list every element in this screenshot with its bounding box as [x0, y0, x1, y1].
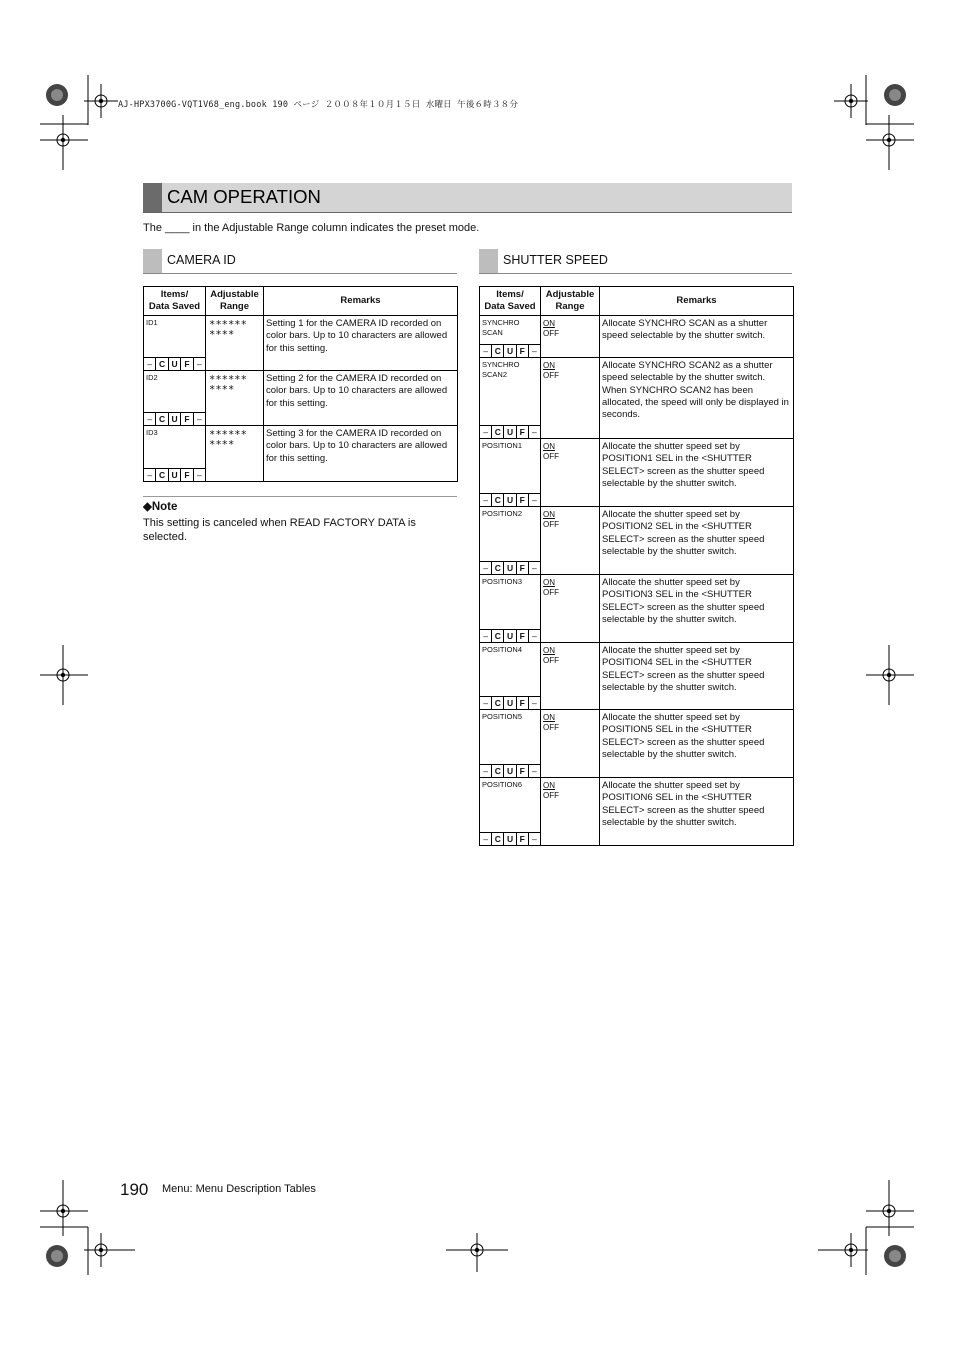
- remarks-cell: [600, 575, 794, 643]
- item-name: POSITION5: [482, 712, 523, 721]
- data-saved-flag: –: [196, 470, 202, 480]
- data-saved-flag: –: [480, 426, 492, 438]
- data-saved-flags: [144, 412, 205, 425]
- table-row: [480, 316, 794, 358]
- range-values: [541, 643, 599, 665]
- shutter-speed-heading-text: SHUTTER SPEED: [503, 253, 608, 267]
- table-row: [480, 778, 794, 846]
- camera-id-heading-text: CAMERA ID: [167, 253, 236, 267]
- camera-id-table: [143, 286, 458, 482]
- data-saved-flag: F: [517, 630, 529, 642]
- range-on: ON: [543, 578, 555, 587]
- range-values: [541, 358, 599, 380]
- remarks-cell: [264, 371, 458, 426]
- data-saved-flag: –: [480, 765, 492, 777]
- item-name: ID2: [146, 373, 158, 382]
- book-file-slug: AJ-HPX3700G-VQT1V68_eng.book 190 ページ ２００８年１０月１５日 水曜日 午後６時３８分: [118, 100, 519, 110]
- data-saved-flag: F: [517, 697, 529, 709]
- shutter-speed-heading: [479, 249, 792, 274]
- item-name: POSITION3: [482, 577, 523, 586]
- remarks-cell: [600, 316, 794, 358]
- data-saved-flag: U: [504, 765, 516, 777]
- remarks-text: Setting 2 for the CAMERA ID recorded on color bars. Up to 10 characters are allowed for this setting.: [266, 373, 448, 409]
- item-name: POSITION4: [482, 645, 523, 654]
- section-tab: [479, 249, 498, 273]
- remarks-text: Allocate the shutter speed set by POSITION5 SEL in the <SHUTTER SELECT> screen as the shutter speed selectable by the shutter switch.: [602, 712, 765, 760]
- data-saved-flag: U: [504, 562, 516, 574]
- data-saved-flag: –: [532, 495, 537, 505]
- col-header-items: Items/ Data Saved: [144, 287, 206, 316]
- data-saved-flag: F: [517, 345, 529, 357]
- remarks-text: Allocate SYNCHRO SCAN2 as a shutter speed selectable by the shutter switch. When SYNCHRO SCAN2 has been allocated, the speed will only be displayed in seconds.: [602, 360, 789, 421]
- range-off: OFF: [543, 587, 559, 597]
- data-saved-flag: F: [517, 494, 529, 506]
- data-saved-flag: –: [480, 697, 492, 709]
- preset-value: ****: [209, 329, 235, 341]
- remarks-cell: [600, 507, 794, 575]
- data-saved-flag: C: [492, 562, 504, 574]
- data-saved-flags: [480, 344, 540, 357]
- range-values: [541, 316, 599, 338]
- data-saved-flags: [480, 696, 540, 709]
- data-saved-flag: U: [504, 494, 516, 506]
- data-saved-flags: [480, 764, 540, 777]
- table-row: [144, 371, 458, 426]
- data-saved-flags: [480, 425, 540, 438]
- data-saved-flag: F: [181, 358, 193, 370]
- data-saved-flag: U: [504, 630, 516, 642]
- range-cell: [206, 426, 264, 482]
- data-saved-flags: [480, 493, 540, 506]
- preset-value: ******: [209, 429, 247, 441]
- range-off: OFF: [543, 722, 559, 732]
- table-row: [480, 643, 794, 710]
- range-on: ON: [543, 319, 555, 328]
- data-saved-flag: F: [517, 765, 529, 777]
- shutter-speed-table: [479, 286, 794, 846]
- data-saved-flag: –: [480, 494, 492, 506]
- data-saved-flag: –: [532, 427, 537, 437]
- data-saved-flag: –: [532, 698, 537, 708]
- col-header-remarks: Remarks: [264, 287, 458, 316]
- data-saved-flag: C: [492, 426, 504, 438]
- table-row: [144, 426, 458, 482]
- camera-id-heading: [143, 249, 457, 274]
- preset-value: ******: [209, 319, 247, 331]
- item-cell: [480, 358, 541, 439]
- remarks-text: Setting 1 for the CAMERA ID recorded on color bars. Up to 10 characters are allowed for this setting.: [266, 318, 448, 354]
- data-saved-flag: –: [532, 346, 537, 356]
- remarks-text: Allocate the shutter speed set by POSITION3 SEL in the <SHUTTER SELECT> screen as the shutter speed selectable by the shutter switch.: [602, 577, 765, 625]
- range-off: OFF: [543, 655, 559, 665]
- remarks-text: Setting 3 for the CAMERA ID recorded on color bars. Up to 10 characters are allowed for this setting.: [266, 428, 448, 464]
- data-saved-flag: –: [480, 345, 492, 357]
- table-row: [480, 575, 794, 643]
- data-saved-flag: U: [169, 469, 181, 481]
- range-values: [541, 778, 599, 800]
- range-on: ON: [543, 781, 555, 790]
- data-saved-flag: U: [504, 833, 516, 845]
- range-on: ON: [543, 646, 555, 655]
- range-values: [206, 426, 263, 450]
- data-saved-flags: [480, 832, 540, 845]
- range-values: [541, 439, 599, 461]
- data-saved-flag: –: [480, 630, 492, 642]
- col-header-remarks: Remarks: [600, 287, 794, 316]
- item-cell: [480, 643, 541, 710]
- data-saved-flag: –: [144, 469, 156, 481]
- table-row: [480, 507, 794, 575]
- range-off: OFF: [543, 328, 559, 338]
- range-values: [541, 575, 599, 597]
- data-saved-flags: [144, 357, 205, 370]
- table-row: [144, 316, 458, 371]
- table-row: [480, 439, 794, 507]
- data-saved-flag: C: [492, 697, 504, 709]
- remarks-cell: [600, 643, 794, 710]
- page-number: 190: [120, 1180, 149, 1199]
- remarks-text: Allocate the shutter speed set by POSITION6 SEL in the <SHUTTER SELECT> screen as the shutter speed selectable by the shutter switch.: [602, 780, 765, 828]
- data-saved-flag: F: [181, 413, 193, 425]
- range-cell: [206, 371, 264, 426]
- item-cell: [480, 507, 541, 575]
- range-cell: [541, 439, 600, 507]
- data-saved-flag: C: [492, 833, 504, 845]
- range-cell: [541, 507, 600, 575]
- remarks-cell: [600, 439, 794, 507]
- data-saved-flag: –: [532, 631, 537, 641]
- col-header-items: Items/ Data Saved: [480, 287, 541, 316]
- remarks-text: Allocate the shutter speed set by POSITION4 SEL in the <SHUTTER SELECT> screen as the shutter speed selectable by the shutter switch.: [602, 645, 765, 693]
- range-on: ON: [543, 442, 555, 451]
- range-values: [206, 371, 263, 395]
- data-saved-flag: –: [196, 359, 202, 369]
- data-saved-flag: U: [504, 697, 516, 709]
- data-saved-flag: C: [492, 494, 504, 506]
- data-saved-flag: –: [144, 358, 156, 370]
- remarks-text: Allocate SYNCHRO SCAN as a shutter speed selectable by the shutter switch.: [602, 318, 768, 342]
- data-saved-flag: F: [517, 562, 529, 574]
- item-name: SYNCHRO SCAN2: [482, 360, 520, 379]
- remarks-text: Allocate the shutter speed set by POSITION1 SEL in the <SHUTTER SELECT> screen as the shutter speed selectable by the shutter switch.: [602, 441, 765, 489]
- item-cell: [144, 426, 206, 482]
- preset-value: ******: [209, 374, 247, 386]
- data-saved-flags: [480, 561, 540, 574]
- data-saved-flags: [144, 468, 205, 481]
- remarks-text: Allocate the shutter speed set by POSITION2 SEL in the <SHUTTER SELECT> screen as the shutter speed selectable by the shutter switch.: [602, 509, 765, 557]
- remarks-cell: [600, 778, 794, 846]
- remarks-cell: [600, 358, 794, 439]
- data-saved-flag: C: [156, 413, 168, 425]
- range-off: OFF: [543, 519, 559, 529]
- note-divider: [143, 496, 457, 497]
- data-saved-flag: –: [532, 834, 537, 844]
- item-cell: [144, 316, 206, 371]
- range-cell: [541, 710, 600, 778]
- remarks-cell: [600, 710, 794, 778]
- range-off: OFF: [543, 370, 559, 380]
- remarks-cell: [264, 316, 458, 371]
- data-saved-flag: U: [504, 426, 516, 438]
- col-header-range: Adjustable Range: [206, 287, 264, 316]
- range-values: [541, 710, 599, 732]
- range-off: OFF: [543, 790, 559, 800]
- range-cell: [206, 316, 264, 371]
- title-bar-tab: [143, 183, 162, 212]
- data-saved-flag: U: [504, 345, 516, 357]
- range-cell: [541, 358, 600, 439]
- item-cell: [480, 439, 541, 507]
- item-name: POSITION1: [482, 441, 523, 450]
- data-saved-flag: –: [532, 563, 537, 573]
- item-name: ID3: [146, 428, 158, 437]
- range-values: [541, 507, 599, 529]
- remarks-cell: [264, 426, 458, 482]
- data-saved-flag: C: [156, 469, 168, 481]
- data-saved-flag: –: [532, 766, 537, 776]
- data-saved-flag: C: [492, 765, 504, 777]
- range-cell: [541, 316, 600, 358]
- section-tab: [143, 249, 162, 273]
- preset-value: ****: [209, 439, 235, 451]
- page-title-bar: [143, 183, 792, 213]
- range-on: ON: [543, 713, 555, 722]
- note-title: ◆Note: [143, 501, 178, 513]
- range-on: ON: [543, 361, 555, 370]
- data-saved-flags: [480, 629, 540, 642]
- data-saved-flag: C: [492, 345, 504, 357]
- col-header-range: Adjustable Range: [541, 287, 600, 316]
- data-saved-flag: F: [517, 833, 529, 845]
- item-cell: [480, 778, 541, 846]
- range-cell: [541, 575, 600, 643]
- range-values: [206, 316, 263, 340]
- preset-value: ****: [209, 384, 235, 396]
- item-cell: [144, 371, 206, 426]
- data-saved-flag: –: [144, 413, 156, 425]
- data-saved-flag: U: [169, 413, 181, 425]
- range-cell: [541, 643, 600, 710]
- data-saved-flag: F: [517, 426, 529, 438]
- note-text: This setting is canceled when READ FACTORY DATA is selected.: [143, 517, 416, 543]
- data-saved-flag: C: [156, 358, 168, 370]
- data-saved-flag: –: [480, 562, 492, 574]
- data-saved-flag: C: [492, 630, 504, 642]
- data-saved-flag: –: [480, 833, 492, 845]
- table-row: [480, 358, 794, 439]
- item-cell: [480, 575, 541, 643]
- item-cell: [480, 710, 541, 778]
- data-saved-flag: –: [196, 414, 202, 424]
- footer-section-title: Menu: Menu Description Tables: [162, 1183, 316, 1195]
- page-title: CAM OPERATION: [167, 186, 321, 207]
- table-row: [480, 710, 794, 778]
- item-name: SYNCHRO SCAN: [482, 318, 520, 337]
- item-name: POSITION2: [482, 509, 523, 518]
- item-cell: [480, 316, 541, 358]
- item-name: ID1: [146, 318, 158, 327]
- range-off: OFF: [543, 451, 559, 461]
- data-saved-flag: U: [169, 358, 181, 370]
- intro-text: The ____ in the Adjustable Range column indicates the preset mode.: [143, 222, 480, 234]
- data-saved-flag: F: [181, 469, 193, 481]
- range-on: ON: [543, 510, 555, 519]
- item-name: POSITION6: [482, 780, 523, 789]
- range-cell: [541, 778, 600, 846]
